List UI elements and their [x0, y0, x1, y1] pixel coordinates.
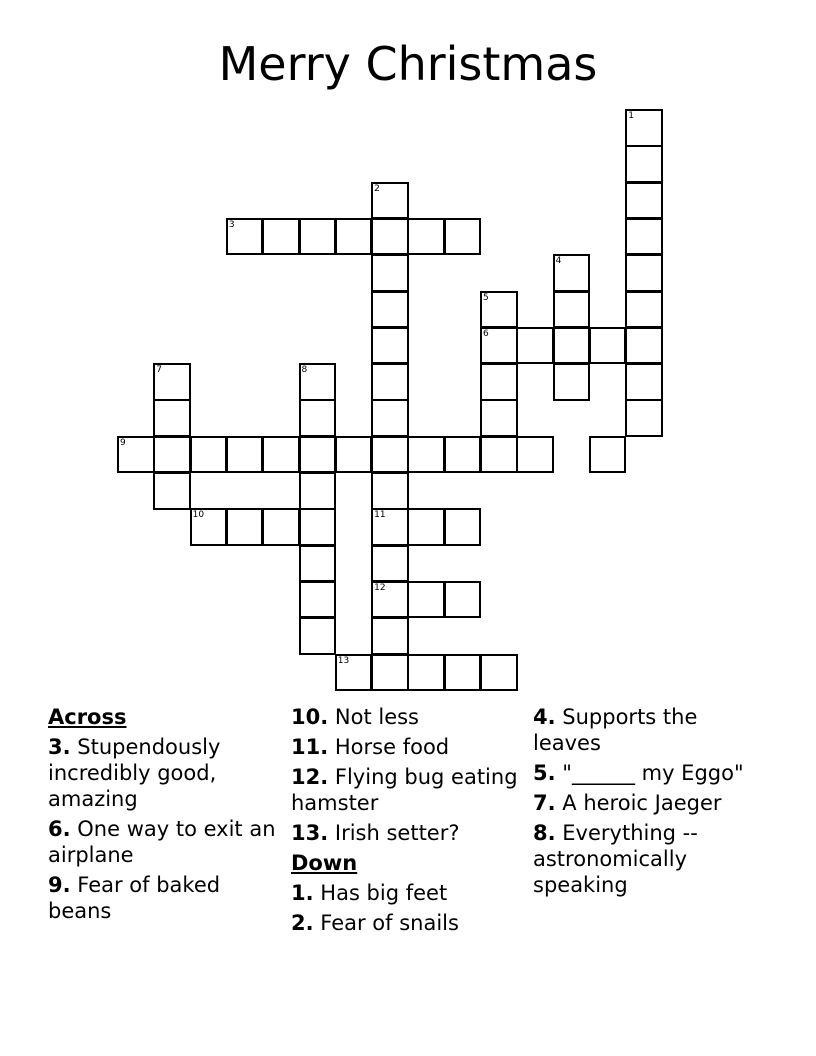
grid-cell[interactable]: [407, 581, 445, 619]
clue-number: 2.: [291, 911, 314, 935]
grid-cell[interactable]: [371, 581, 409, 619]
grid-cell[interactable]: [117, 436, 155, 474]
clue-down-4: [533, 704, 763, 756]
grid-cell[interactable]: [625, 254, 663, 292]
clue-number: 3.: [48, 735, 71, 759]
cell-number: 7: [156, 365, 163, 376]
grid-cell[interactable]: [625, 363, 663, 401]
grid-cell[interactable]: [153, 363, 191, 401]
clue-column-2: [291, 704, 521, 940]
clue-column-1: [48, 704, 278, 928]
grid-cell[interactable]: [371, 363, 409, 401]
grid-cell[interactable]: [153, 472, 191, 510]
clue-across-13: [291, 820, 521, 846]
grid-cell[interactable]: [444, 654, 482, 692]
grid-cell[interactable]: [553, 363, 591, 401]
grid-cell[interactable]: [371, 654, 409, 692]
cell-number: 3: [228, 219, 235, 230]
grid-cell[interactable]: [262, 508, 300, 546]
cell-number: 9: [120, 437, 126, 448]
grid-cell[interactable]: [299, 363, 337, 401]
grid-cell[interactable]: [371, 399, 409, 437]
grid-cell[interactable]: [262, 218, 300, 256]
grid-cell[interactable]: [407, 654, 445, 692]
grid-cell[interactable]: [480, 327, 518, 365]
grid-cell[interactable]: [299, 399, 337, 437]
grid-cell[interactable]: [625, 399, 663, 437]
grid-cell[interactable]: [516, 436, 554, 474]
grid-cell[interactable]: [371, 254, 409, 292]
grid-cell[interactable]: [553, 327, 591, 365]
grid-cell[interactable]: [444, 581, 482, 619]
grid-cell[interactable]: [625, 182, 663, 220]
cell-number: 6: [483, 328, 489, 339]
grid-cell[interactable]: [371, 472, 409, 510]
grid-cell[interactable]: [190, 508, 228, 546]
clue-text: Flying bug eating hamster: [291, 765, 518, 815]
clue-text: Not less: [334, 705, 419, 729]
cell-number: 11: [374, 510, 386, 521]
grid-cell[interactable]: [226, 436, 264, 474]
grid-cell[interactable]: [625, 327, 663, 365]
grid-cell[interactable]: [625, 145, 663, 183]
clue-number: 11.: [291, 735, 329, 759]
grid-cell[interactable]: [371, 436, 409, 474]
grid-cell[interactable]: [335, 654, 373, 692]
grid-cell[interactable]: [299, 545, 337, 583]
grid-cell[interactable]: [589, 327, 627, 365]
clue-text: Irish setter?: [334, 821, 460, 845]
grid-cell[interactable]: [335, 436, 373, 474]
grid-cell[interactable]: [480, 436, 518, 474]
grid-cell[interactable]: [480, 291, 518, 329]
clue-text: Fear of snails: [320, 911, 459, 935]
clue-across-3: [48, 734, 278, 812]
grid-cell[interactable]: [444, 508, 482, 546]
clue-number: 8.: [533, 821, 556, 845]
clue-number: 6.: [48, 817, 71, 841]
cell-number: 13: [337, 655, 350, 666]
grid-cell[interactable]: [371, 182, 409, 220]
clue-number: 13.: [291, 821, 329, 845]
clue-down-7: [533, 790, 763, 816]
clue-text: Everything -- astronomically speaking: [533, 821, 698, 897]
clue-number: 4.: [533, 705, 556, 729]
grid-cell[interactable]: [153, 436, 191, 474]
clue-across-9: [48, 872, 278, 924]
clue-text: "______ my Eggo": [562, 761, 744, 785]
cell-number: 1: [628, 111, 634, 121]
grid-cell[interactable]: [553, 291, 591, 329]
grid-cell[interactable]: [262, 436, 300, 474]
grid-cell[interactable]: [299, 436, 337, 474]
grid-cell[interactable]: [299, 581, 337, 619]
clue-text: Fear of baked beans: [48, 873, 221, 923]
clue-number: 9.: [48, 873, 71, 897]
grid-cell[interactable]: [190, 436, 228, 474]
cell-number: 4: [555, 256, 562, 267]
grid-cell[interactable]: [480, 399, 518, 437]
page-title: Merry Christmas: [218, 37, 598, 91]
grid-cell[interactable]: [371, 545, 409, 583]
down-heading: Down: [291, 851, 358, 875]
cell-number: 5: [483, 292, 489, 303]
grid-cell[interactable]: [371, 327, 409, 365]
cell-number: 12: [374, 582, 386, 593]
grid-cell[interactable]: [589, 436, 627, 474]
clue-across-6: [48, 816, 278, 868]
clue-text: Stupendously incredibly good, amazing: [48, 735, 221, 811]
grid-cell[interactable]: [625, 109, 663, 147]
clue-number: 5.: [533, 761, 556, 785]
clue-across-12: [291, 764, 521, 816]
clue-number: 10.: [291, 705, 329, 729]
clue-text: Horse food: [334, 735, 450, 759]
clue-down-2: [291, 910, 521, 936]
grid-cell[interactable]: [299, 617, 337, 655]
grid-cell[interactable]: [226, 218, 264, 256]
clue-down-1: [291, 880, 521, 906]
clue-text: Has big feet: [320, 881, 448, 905]
clue-number: 1.: [291, 881, 314, 905]
clue-number: 7.: [533, 791, 556, 815]
grid-cell[interactable]: [299, 472, 337, 510]
clue-down-5: [533, 760, 763, 786]
across-heading: Across: [48, 705, 127, 729]
grid-cell[interactable]: [335, 218, 373, 256]
grid-cell[interactable]: [480, 654, 518, 692]
clue-across-11: [291, 734, 521, 760]
clue-text: Supports the leaves: [533, 705, 698, 755]
clue-number: 12.: [291, 765, 329, 789]
grid-cell[interactable]: [299, 508, 337, 546]
grid-cell[interactable]: [444, 218, 482, 256]
clue-across-10: [291, 704, 521, 730]
grid-cell[interactable]: [153, 399, 191, 437]
grid-cell[interactable]: [625, 218, 663, 256]
grid-cell[interactable]: [625, 291, 663, 329]
grid-cell[interactable]: [371, 617, 409, 655]
grid-cell[interactable]: [371, 508, 409, 546]
clue-column-3: [533, 704, 763, 902]
cell-number: 10: [192, 510, 205, 521]
grid-cell[interactable]: [407, 508, 445, 546]
grid-cell[interactable]: [299, 218, 337, 256]
grid-cell[interactable]: [371, 291, 409, 329]
clue-text: One way to exit an airplane: [48, 817, 276, 867]
clue-text: A heroic Jaeger: [562, 791, 722, 815]
cell-number: 2: [374, 183, 380, 194]
grid-cell[interactable]: [407, 218, 445, 256]
grid-cell[interactable]: [371, 218, 409, 256]
grid-cell[interactable]: [444, 436, 482, 474]
grid-cell[interactable]: [226, 508, 264, 546]
clue-down-8: [533, 820, 763, 898]
cell-number: 8: [301, 365, 308, 376]
grid-cell[interactable]: [516, 327, 554, 365]
grid-cell[interactable]: [407, 436, 445, 474]
grid-cell[interactable]: [480, 363, 518, 401]
grid-cell[interactable]: [553, 254, 591, 292]
